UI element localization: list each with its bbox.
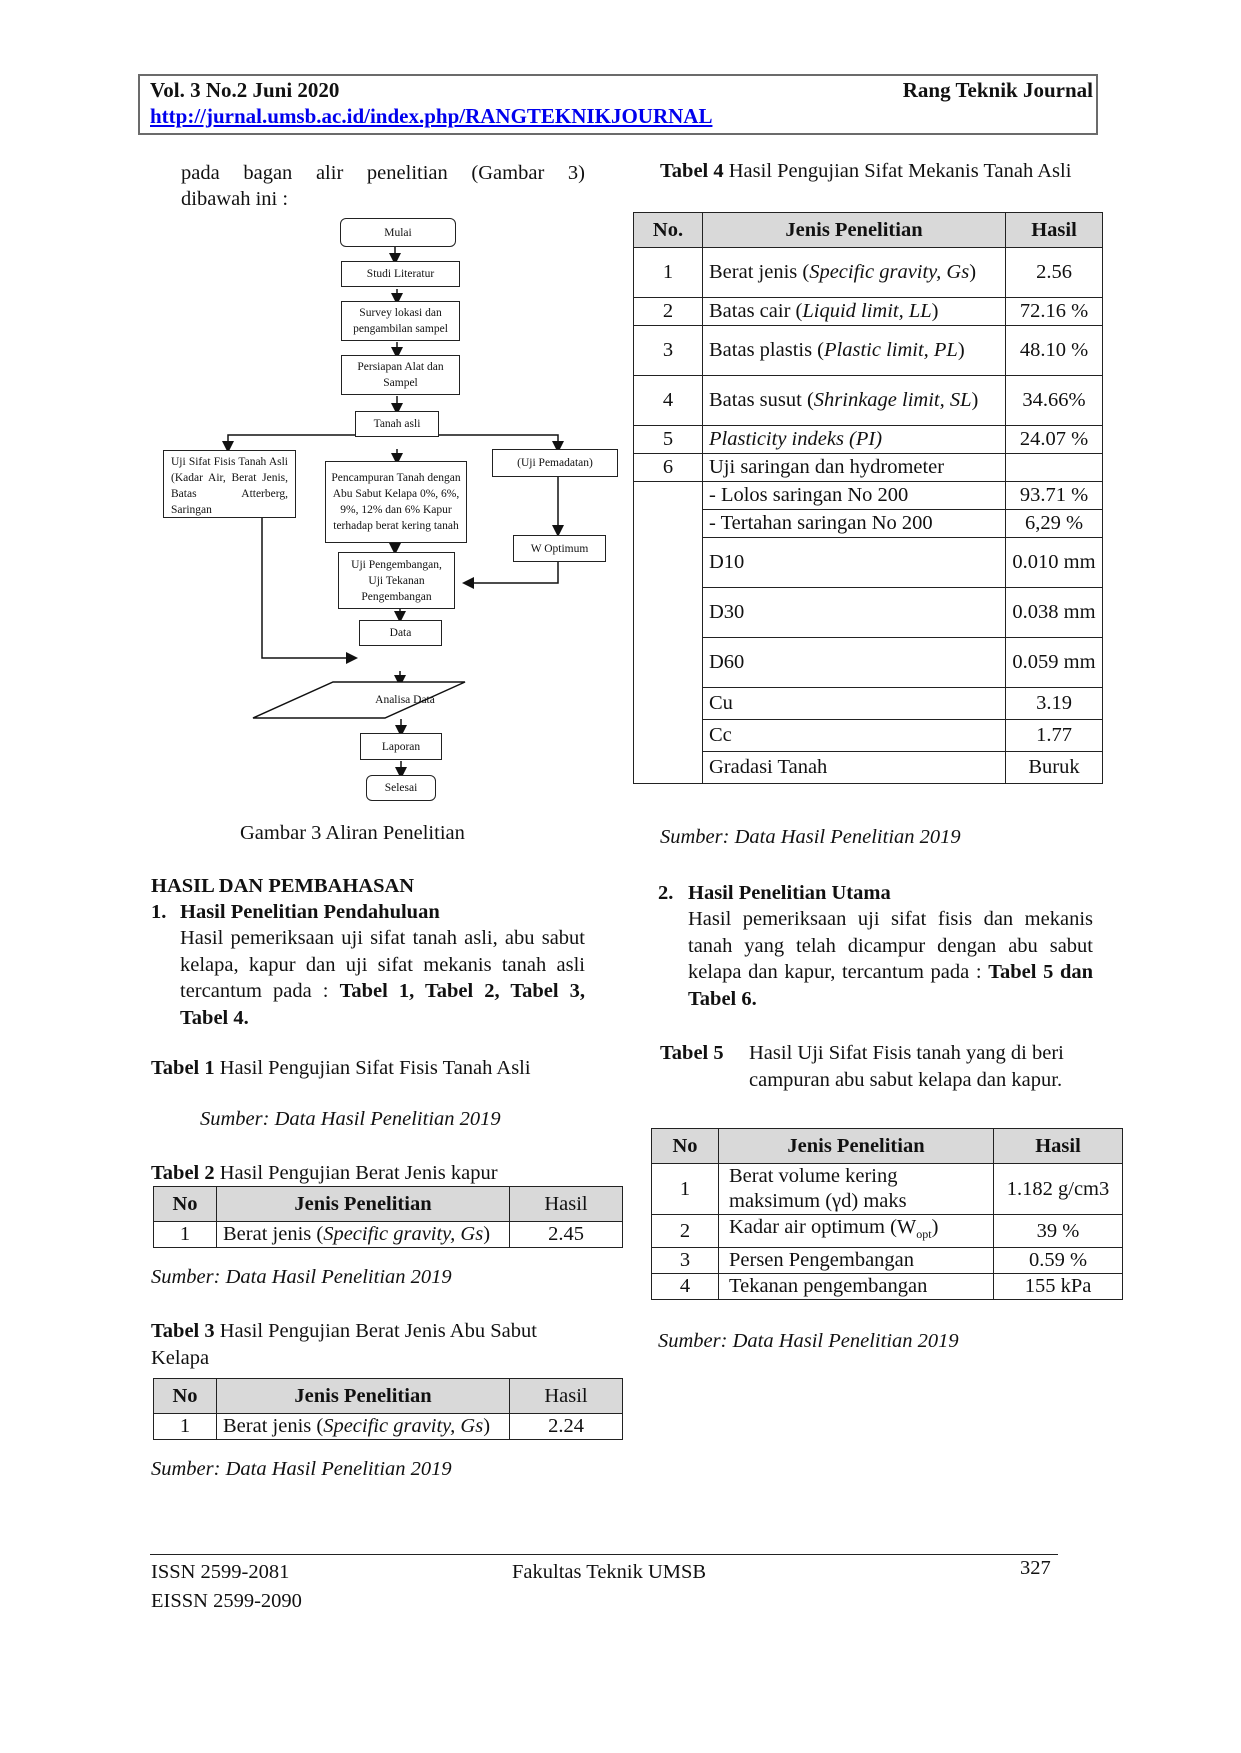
node-uji-pemadatan: (Uji Pemadatan) [492,449,618,477]
table-row [634,538,1103,588]
cell-text: Cc [709,724,732,746]
table5-title: Hasil Uji Sifat Fisis tanah yang di beri campuran abu sabut kelapa dan kapur. [749,1042,1064,1091]
table2-header-no: No [154,1187,217,1222]
node-pencampuran: Pencampuran Tanah dengan Abu Sabut Kelapa 0%, 6%, 9%, 12% dan 6% Kapur terhadap berat kering tanah [325,461,467,543]
table5-source: Sumber: Data Hasil Penelitian 2019 [658,1330,959,1352]
table4-cell-jenis [703,752,1006,784]
node-tanah-asli: Tanah asli [355,411,439,437]
table4-cell-hasil: Buruk [1006,752,1103,784]
table4-body [634,248,1103,784]
table2 [153,1186,623,1248]
table3-header-jenis: Jenis Penelitian [217,1379,510,1414]
cell-text: Batas plastis ( [709,339,825,361]
table5-cell-no: 1 [652,1164,719,1215]
table4-cell-hasil: 3.19 [1006,688,1103,720]
table3-header-hasil: Hasil [510,1379,623,1414]
cell-text: Berat jenis ( [223,1415,324,1437]
subsection-1-body [180,925,585,1031]
table3-label: Tabel 3 [151,1320,215,1342]
table4-cell-hasil: 24.07 % [1006,426,1103,454]
table4-cell-no: 1 [634,248,703,298]
table-row [634,248,1103,298]
table5-header-row [652,1129,1123,1164]
section-title: HASIL DAN PEMBAHASAN [151,875,415,897]
node-uji-pengembangan: Uji Pengembangan, Uji Tekanan Pengembangan [338,552,455,609]
footer-eissn: EISSN 2599-2090 [151,1590,302,1612]
subsection-2-body [688,906,1093,1012]
table4-title: Hasil Pengujian Sifat Mekanis Tanah Asli [728,160,1072,182]
table5-header-jenis: Jenis Penelitian [719,1129,994,1164]
table2-header-row [154,1187,623,1222]
table5-cell-no: 4 [652,1274,719,1300]
research-flowchart [150,215,630,795]
table4-source: Sumber: Data Hasil Penelitian 2019 [660,826,961,848]
table4-header-row [634,213,1103,248]
table-row [634,752,1103,784]
table5-cell-hasil: 1.182 g/cm3 [994,1164,1123,1215]
table4-cell-jenis [703,638,1006,688]
subsection-1-number: 1. [151,901,167,923]
footer-divider [150,1554,1058,1555]
table4-cell-hasil: 1.77 [1006,720,1103,752]
journal-name: Rang Teknik Journal [902,78,1093,102]
cell-text-italic: Plasticity indeks (PI) [709,428,883,450]
cell-text: ) [971,389,979,411]
journal-volume: Vol. 3 No.2 Juni 2020 [150,78,340,102]
arrow-tanah-ujifisis [228,435,355,447]
table4-cell-jenis [703,376,1006,426]
table4-cell-jenis [703,510,1006,538]
table-row [652,1248,1123,1274]
table1-source: Sumber: Data Hasil Penelitian 2019 [200,1108,501,1130]
cell-text-italic: Specific gravity, Gs [323,1415,484,1437]
cell-text-end: ) [931,1216,939,1238]
node-laporan: Laporan [360,733,442,760]
subsection-2-number: 2. [658,882,674,904]
cell-text-italic: Plastic limit, PL [824,339,958,361]
cell-text: D60 [709,651,745,673]
cell-text: Cu [709,692,733,714]
table-row [634,326,1103,376]
table2-header-hasil: Hasil [510,1187,623,1222]
table4-cell-hasil: 6,29 % [1006,510,1103,538]
cell-text: D10 [709,551,745,573]
table4-cell-jenis [703,688,1006,720]
table2-source: Sumber: Data Hasil Penelitian 2019 [151,1266,452,1288]
table1-label: Tabel 1 [151,1057,215,1079]
intro-line-2: dibawah ini : [181,188,289,210]
table-row [634,638,1103,688]
table5-cell-hasil: 0.59 % [994,1248,1123,1274]
table1-title: Hasil Pengujian Sifat Fisis Tanah Asli [219,1057,531,1079]
table-row [634,426,1103,454]
table-row [634,482,1103,510]
cell-text-italic: Specific gravity, Gs [323,1223,484,1245]
table-row [154,1414,623,1440]
cell-text: Berat jenis ( [223,1223,324,1245]
cell-text: Berat jenis ( [709,261,810,283]
table2-cell-jenis [217,1222,510,1248]
table5-cell-no: 3 [652,1248,719,1274]
cell-text: Batas cair ( [709,300,803,322]
cell-text-italic: Liquid limit, LL [802,300,932,322]
table4 [633,212,1103,784]
table3-cell-no: 1 [154,1414,217,1440]
table-row [634,298,1103,326]
intro-line-1: pada bagan alir penelitian (Gambar 3) [181,162,585,184]
table3 [153,1378,623,1440]
node-studi-literatur: Studi Literatur [341,261,460,287]
table-row [634,720,1103,752]
table4-header-no: No. [634,213,703,248]
node-uji-sifat-fisis: Uji Sifat Fisis Tanah Asli (Kadar Air, Berat Jenis, Batas Atterberg, Saringan [163,450,296,518]
subsection-2-text: Hasil pemeriksaan uji sifat fisis dan mekanis tanah yang telah dicampur dengan abu sabut kelapa dan kapur, tercantum pada : [688,908,1093,983]
table4-cell-hasil: 2.56 [1006,248,1103,298]
cell-text: Gradasi Tanah [709,756,828,778]
table5-cell-jenis [719,1164,994,1215]
table5-body [652,1164,1123,1300]
arrow-tanah-pemadatan [439,435,558,447]
table4-cell-no: 2 [634,298,703,326]
table-row [652,1215,1123,1248]
node-analisa-data: Analisa Data [375,694,435,706]
subsection-2-title: Hasil Penelitian Utama [688,882,891,904]
table2-title: Hasil Pengujian Berat Jenis kapur [219,1162,498,1184]
table4-cell-hasil: 0.010 mm [1006,538,1103,588]
cell-text: Batas susut ( [709,389,814,411]
table4-caption [660,158,1100,185]
subsection-2-table-refs: Tabel 5 dan Tabel 6. [688,961,1093,1010]
table4-cell-hasil: 48.10 % [1006,326,1103,376]
cell-subscript: opt [916,1227,932,1242]
cell-text-italic: Shrinkage limit, SL [813,389,972,411]
cell-text: Berat volume kering maksimum (γd) maks [729,1165,907,1212]
table3-header-row [154,1379,623,1414]
node-selesai: Selesai [366,775,436,801]
table4-cell-no: 3 [634,326,703,376]
table3-source: Sumber: Data Hasil Penelitian 2019 [151,1458,452,1480]
table4-cell-hasil: 0.059 mm [1006,638,1103,688]
footer-faculty: Fakultas Teknik UMSB [512,1561,707,1583]
table3-title: Hasil Pengujian Berat Jenis Abu Sabut Kelapa [151,1320,537,1369]
table4-cell-jenis [703,538,1006,588]
table4-header-jenis: Jenis Penelitian [703,213,1006,248]
table4-cell-hasil: 0.038 mm [1006,588,1103,638]
table4-cell-jenis [703,720,1006,752]
table-row [634,376,1103,426]
table4-cell-jenis [703,454,1006,482]
table4-cell-hasil: 93.71 % [1006,482,1103,510]
table2-header-jenis: Jenis Penelitian [217,1187,510,1222]
node-mulai: Mulai [340,218,456,247]
table4-cell-hasil: 34.66% [1006,376,1103,426]
table3-caption [151,1318,551,1371]
cell-text: ) [931,300,939,322]
table4-cell-jenis [703,426,1006,454]
table5 [651,1128,1123,1300]
table2-cell-no: 1 [154,1222,217,1248]
node-w-optimum: W Optimum [513,535,606,562]
cell-text: Persen Pengembangan [729,1249,915,1272]
table-row [652,1164,1123,1215]
table4-cell-no: 5 [634,426,703,454]
table4-cell-jenis [703,326,1006,376]
table4-cell-hasil: 72.16 % [1006,298,1103,326]
journal-url-link[interactable]: http://jurnal.umsb.ac.id/index.php/RANGTEKNIKJOURNAL [150,104,713,128]
table1-caption [151,1055,551,1082]
figure-caption: Gambar 3 Aliran Penelitian [240,822,465,844]
table4-cell-jenis [703,482,1006,510]
table4-cell-no [634,482,703,784]
subsection-1-title: Hasil Penelitian Pendahuluan [180,901,440,923]
table5-cell-jenis [719,1274,994,1300]
table2-cell-hasil: 2.45 [510,1222,623,1248]
cell-text-italic: Specific gravity, Gs [809,261,970,283]
cell-text: Tekanan pengembangan [729,1275,928,1298]
footer-issn: ISSN 2599-2081 [151,1561,290,1583]
table4-cell-jenis [703,248,1006,298]
footer-page-number: 327 [1020,1557,1051,1579]
node-data: Data [359,620,442,646]
cell-text: ) [957,339,965,361]
cell-text: D30 [709,601,745,623]
table4-label: Tabel 4 [660,160,724,182]
table5-label: Tabel 5 [660,1042,724,1064]
table5-header-no: No [652,1129,719,1164]
table2-caption [151,1160,498,1187]
table4-header-hasil: Hasil [1006,213,1103,248]
table4-cell-jenis [703,588,1006,638]
subsection-1-table-refs: Tabel 1, Tabel 2, Tabel 3, Tabel 4. [180,980,586,1029]
table5-cell-jenis [719,1248,994,1274]
table-row [634,688,1103,720]
table-row [634,588,1103,638]
table-row [652,1274,1123,1300]
table4-cell-no: 6 [634,454,703,482]
table5-header-hasil: Hasil [994,1129,1123,1164]
table-row [154,1222,623,1248]
table-row [634,510,1103,538]
table5-cell-jenis [719,1215,994,1248]
subsection-1-text: Hasil pemeriksaan uji sifat tanah asli, abu sabut kelapa, kapur dan uji sifat mekanis tanah asli tercantum pada : [180,927,585,1002]
table2-label: Tabel 2 [151,1162,215,1184]
table5-cell-hasil: 155 kPa [994,1274,1123,1300]
cell-text-end: ) [483,1415,491,1437]
table-row [634,454,1103,482]
cell-text: - Lolos saringan No 200 [709,484,909,506]
table5-cell-no: 2 [652,1215,719,1248]
cell-text-end: ) [483,1223,491,1245]
cell-text: Uji saringan dan hydrometer [709,456,945,478]
node-persiapan-alat: Persiapan Alat dan Sampel [341,355,460,395]
node-survey-lokasi: Survey lokasi dan pengambilan sampel [341,301,460,341]
cell-text: - Tertahan saringan No 200 [709,512,933,534]
table4-cell-no: 4 [634,376,703,426]
table3-header-no: No [154,1379,217,1414]
cell-text: ) [969,261,977,283]
table4-cell-jenis [703,298,1006,326]
table3-cell-hasil: 2.24 [510,1414,623,1440]
table3-cell-jenis [217,1414,510,1440]
cell-text: Kadar air optimum (W [729,1216,917,1238]
table4-cell-hasil [1006,454,1103,482]
table5-cell-hasil: 39 % [994,1215,1123,1248]
